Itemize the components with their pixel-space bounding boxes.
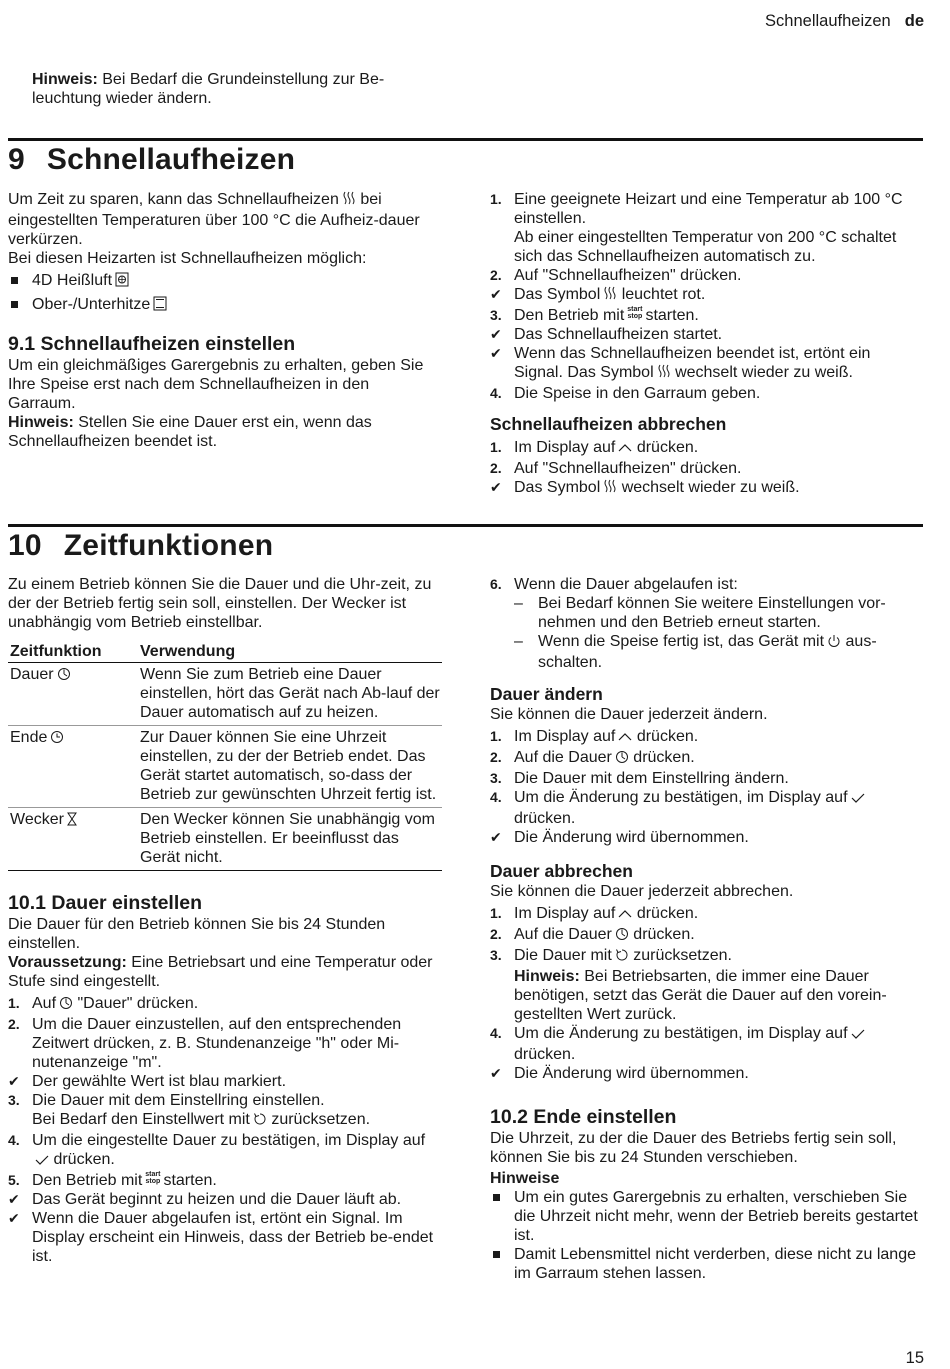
section-10-number: 10 (8, 529, 42, 562)
start-stop-icon: start stop (627, 306, 643, 320)
section-rule (8, 524, 923, 527)
rapid-heat-icon (657, 364, 671, 384)
chevron-up-icon (618, 729, 632, 748)
change-step-1: 1. Im Display auf drücken. (490, 727, 922, 748)
rapid-heat-icon (603, 479, 617, 499)
s9-intro-2: Bei diesen Heizarten ist Schnellaufheizen möglich: (8, 250, 367, 267)
cancel-duration-heading: Dauer abbrechen (490, 861, 633, 881)
s9-1-note: Hinweis: Stellen Sie eine Dauer erst ein, wenn das Schnellaufheizen beendet ist. (8, 414, 372, 450)
s9-cancel-result: ✔ Das Symbol wechselt wieder zu weiß. (490, 478, 920, 499)
s10-1-step-1: 1. Auf "Dauer" drücken. (8, 994, 442, 1015)
top-bottom-heat-icon (153, 296, 167, 316)
hint-item: Um ein gutes Garergebnis zu erhalten, verschieben Sie die Uhrzeit nicht mehr, wenn der Betrieb bereits gestartet ist. (490, 1188, 922, 1245)
s9-step-2: 2. Auf "Schnellaufheizen" drücken. (490, 267, 742, 284)
s10-intro: Zu einem Betrieb können Sie die Dauer und die Uhr-zeit, zu der der Betrieb fertig sein soll, einstellen. Der Wecker ist unabhängig vom Betrieb einstellbar. (8, 576, 432, 631)
s9-bullet-2: Ober-/Unterhitze (8, 295, 438, 316)
s10-1-precondition: Voraussetzung: Eine Betriebsart und eine Temperatur oder Stufe sind eingestellt. (8, 954, 433, 990)
cancel-duration-paragraph: Sie können die Dauer jederzeit abbrechen. (490, 883, 794, 900)
hot-air-icon (115, 272, 129, 292)
chevron-up-icon (618, 440, 632, 459)
top-note-label: Hinweis: (32, 71, 98, 88)
change-step-3: 3. Die Dauer mit dem Einstellring ändern. (490, 770, 789, 787)
section-9-number: 9 (8, 143, 25, 176)
start-stop-icon: start stop (145, 1171, 161, 1185)
reset-icon (615, 948, 629, 967)
s10-1-step-5: 5. Den Betrieb mit start stop starten. (8, 1171, 217, 1189)
page-header (765, 12, 924, 31)
s10-1-step-6: 6. Wenn die Dauer abgelaufen ist: (490, 576, 738, 593)
time-functions-table (8, 640, 442, 871)
header-section: Schnellaufheizen (765, 12, 891, 30)
end-time-icon (50, 730, 64, 749)
s9-result-3: ✔ Wenn das Schnellaufheizen beendet ist, ertönt ein Signal. Das Symbol wechselt wieder zu weiß. (490, 344, 920, 384)
checkmark-icon (851, 790, 865, 809)
section-10-right-column (490, 575, 922, 1283)
s10-1-result-2: ✔ Das Gerät beginnt zu heizen und die Dauer läuft ab. (8, 1191, 402, 1208)
s10-1-step-3: 3. Die Dauer mit dem Einstellring einstellen. Bei Bedarf den Einstellwert mit zurücksetzen. (8, 1091, 442, 1131)
page-number: 15 (905, 1349, 924, 1367)
rapid-heat-icon (342, 191, 356, 211)
table-header-function: Zeitfunktion (8, 640, 138, 663)
s9-cancel-step-1: 1. Im Display auf drücken. (490, 438, 920, 459)
s9-1-heading: 9.1 Schnellaufheizen einstellen (8, 333, 296, 355)
change-step-4: 4. Um die Änderung zu bestätigen, im Display auf drücken. (490, 788, 922, 828)
s9-cancel-heading: Schnellaufheizen abbrechen (490, 414, 727, 434)
section-9-heading (8, 143, 295, 177)
table-header-usage: Verwendung (138, 640, 442, 663)
duration-icon (615, 750, 629, 769)
timer-hourglass-icon (67, 812, 77, 831)
table-header-row (8, 640, 442, 663)
section-10-title: Zeitfunktionen (63, 529, 274, 562)
section-10-left-column (8, 575, 442, 1266)
cancel-step-2: 2. Auf die Dauer drücken. (490, 925, 922, 946)
section-9-title: Schnellaufheizen (46, 143, 296, 176)
section-10-heading (8, 529, 273, 563)
change-duration-heading: Dauer ändern (490, 684, 603, 704)
s9-step-3: 3. Den Betrieb mit start stop starten. (490, 306, 699, 324)
change-step-2: 2. Auf die Dauer drücken. (490, 748, 922, 769)
s10-1-step-6-option-1: – Bei Bedarf können Sie weitere Einstellungen vor-nehmen und den Betrieb erneut starten. (514, 595, 886, 631)
s10-2-paragraph: Die Uhrzeit, zu der die Dauer des Betriebs fertig sein soll, können Sie bis zu 24 Stunden verschieben. (490, 1130, 897, 1166)
table-row: Ende Zur Dauer können Sie eine Uhrzeit einstellen, zu der der Betrieb endet. Das Gerät startet automatisch, so-dass der Betrieb zur gewünschten Uhrzeit fertig ist. (8, 726, 442, 808)
power-icon (827, 634, 841, 653)
hint-item: Damit Lebensmittel nicht verderben, diese nicht zu lange im Garraum stehen lassen. (490, 1245, 922, 1283)
section-9-right-column (490, 190, 920, 499)
s9-cancel-step-2: 2. Auf "Schnellaufheizen" drücken. (490, 460, 742, 477)
s10-1-heading: 10.1 Dauer einstellen (8, 892, 203, 914)
duration-icon (57, 667, 71, 686)
s9-result-2: ✔ Das Schnellaufheizen startet. (490, 326, 723, 343)
s10-1-result-1: ✔ Der gewählte Wert ist blau markiert. (8, 1073, 287, 1090)
section-9-left-column (8, 190, 438, 451)
change-result: ✔ Die Änderung wird übernommen. (490, 829, 749, 846)
top-note-text: Bei Bedarf die Grundeinstellung zur Be-leuchtung wieder ändern. (32, 71, 385, 107)
s10-1-step-6-option-2: – Wenn die Speise fertig ist, das Gerät mit aus-schalten. (514, 633, 877, 671)
s9-step-1: 1. Eine geeignete Heizart und eine Temperatur ab 100 °C einstellen. Ab einer eingestellten Temperatur von 200 °C schaltet sich das Schnellaufheizen automatisch zu. (490, 191, 903, 265)
table-row: Wecker Den Wecker können Sie unabhängig vom Betrieb einstellen. Er beeinflusst das Gerät nicht. (8, 808, 442, 871)
cancel-note: Hinweis: Bei Betriebsarten, die immer eine Dauer benötigen, setzt das Gerät die Dauer auf den vorein-gestellten Wert zurück. (514, 968, 887, 1023)
duration-icon (615, 927, 629, 946)
rapid-heat-icon (603, 286, 617, 306)
s10-2-heading: 10.2 Ende einstellen (490, 1106, 677, 1128)
s10-1-result-3: ✔ Wenn die Dauer abgelaufen ist, ertönt ein Signal. Im Display erscheint ein Hinweis, dass der Betrieb be-endet ist. (8, 1210, 434, 1265)
section-rule (8, 138, 923, 141)
cancel-step-3: 3. Die Dauer mit zurücksetzen. (490, 946, 922, 967)
cancel-step-4: 4. Um die Änderung zu bestätigen, im Display auf drücken. (490, 1024, 922, 1064)
s10-1-step-4: 4. Um die eingestellte Dauer zu bestätigen, im Display auf drücken. (8, 1131, 442, 1171)
s9-intro-1: Um Zeit zu sparen, kann das Schnellaufheizen bei eingestellten Temperaturen über 100 °C die Aufheiz-dauer verkürzen. (8, 191, 420, 248)
top-note (32, 70, 432, 108)
s10-1-paragraph: Die Dauer für den Betrieb können Sie bis 24 Stunden einstellen. (8, 916, 386, 952)
checkmark-icon (35, 1152, 49, 1171)
s9-1-paragraph: Um ein gleichmäßiges Garergebnis zu erhalten, geben Sie Ihre Speise erst nach dem Schnellaufheizen in den Garraum. (8, 357, 424, 412)
change-duration-paragraph: Sie können die Dauer jederzeit ändern. (490, 706, 768, 723)
header-lang: de (904, 12, 924, 30)
table-row: Dauer Wenn Sie zum Betrieb eine Dauer einstellen, hört das Gerät nach Ab-lauf der Dauer automatisch auf zu heizen. (8, 663, 442, 726)
cancel-step-1: 1. Im Display auf drücken. (490, 904, 922, 925)
s9-result-1: ✔ Das Symbol leuchtet rot. (490, 285, 920, 306)
s10-1-step-2: 2. Um die Dauer einzustellen, auf den entsprechenden Zeitwert drücken, z. B. Stundenanzeige "h" oder Mi-nutenanzeige "m". (8, 1016, 402, 1071)
chevron-up-icon (618, 906, 632, 925)
reset-icon (253, 1112, 267, 1131)
checkmark-icon (851, 1026, 865, 1045)
s9-bullet-1: 4D Heißluft (8, 271, 438, 292)
cancel-result: ✔ Die Änderung wird übernommen. (490, 1065, 749, 1082)
hints-heading: Hinweise (490, 1170, 560, 1187)
s9-step-4: 4. Die Speise in den Garraum geben. (490, 385, 761, 402)
duration-icon (59, 996, 73, 1015)
